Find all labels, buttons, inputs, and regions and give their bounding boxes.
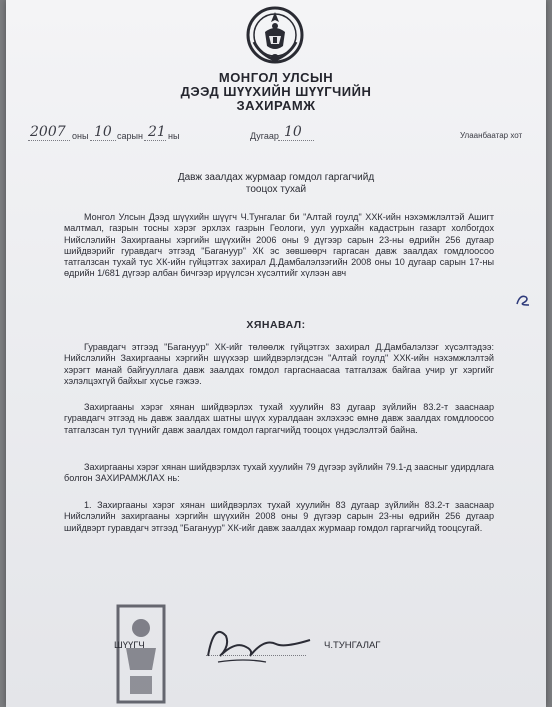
paragraph-4: 1. Захиргааны хэрэг хянан шийдвэрлэх тухай хуулийн 83 дугаар зүйлийн 83.2-т зааснаар Нийслэлийн захиргааны хэргийн шүүхийн 2008 оны 9 дүгээр сарын 23-ны өдрийн 256 дугаар шийдвэрт гуравдагч этгээд "Багануур" ХК-ийг давж заалдах журмаар гомдол гаргагчийд тооцсугай. bbox=[64, 500, 494, 533]
paragraph-1: Гуравдагч этгээд "Багануур" ХК-ийг төлөөлж гүйцэтгэх захирал Д.Дамбалэлзэг хүсэлтэдээ: Нийслэлийн Захиргааны хэргийн шүүхээр шийдвэрлэгдсэн "Алтай гоулд" ХХК-ийн нэхэмжлэлтэй хэрэгт манай байгууллага давж заалдах гомдол гаргаснаасаа татгалзаж байгаа учир уг хэргийг хэлэлцэхгүй байхыг хүсье гэжээ. bbox=[64, 342, 494, 386]
stamp-emblem-icon bbox=[96, 600, 186, 707]
number-label: Дугаар bbox=[250, 131, 279, 141]
section-heading: ХЯНАВАЛ: bbox=[246, 319, 306, 331]
document-page bbox=[6, 0, 546, 707]
document-title-line-2: тооцох тухай bbox=[245, 184, 307, 195]
date-year-label: оны bbox=[72, 131, 89, 141]
header-line-3: ЗАХИРАМЖ bbox=[236, 98, 316, 113]
date-month: 10 bbox=[94, 124, 112, 140]
date-year: 2007 bbox=[30, 124, 66, 140]
date-month-label: сарын bbox=[117, 131, 143, 141]
number-value: 10 bbox=[284, 124, 302, 140]
handwritten-signature-icon bbox=[204, 612, 314, 672]
paragraph-3: Захиргааны хэрэг хянан шийдвэрлэх тухай хуулийн 79 дүгээр зүйлийн 79.1-д заасныг удирдлага болгон ЗАХИРАМЖЛАХ нь: bbox=[64, 462, 494, 484]
margin-mark-icon bbox=[514, 292, 532, 308]
intro-paragraph: Монгол Улсын Дээд шүүхийн шүүгч Ч.Тунгалаг би "Алтай гоулд" ХХК-ийн нэхэмжлэлтэй Ашигт малтмал, газрын тосны хэрэг эрхлэх газрын Геологи, уул уурхайн кадастрын газарт холбогдох Нийслэлийн Захиргааны хэргийн шүүхийн 2006 оны 9 дүгээр сарын 23-ны өдрийн 256 дугаар шийдвэрийг гуравдагч этгээд "Багануур" ХК эс зөвшөөрч гаргасан давж заалдах гомдлоосоо татгалзсан тухай тус ХК-ийн гүйцэтгэх захирал Д.Дамбалэлзэгийн 2008 оны 10 дугаар сарын 17-ны өдрийн 1/681 дүгээр албан бичгээр ирүүлсэн хүсэлтийг хүлээн авч bbox=[64, 212, 494, 279]
signatory-role: ШҮҮГЧ bbox=[114, 640, 145, 651]
date-day-underline bbox=[144, 140, 166, 141]
header-line-2: ДЭЭД ШҮҮХИЙН ШҮҮГЧИЙН bbox=[180, 84, 372, 99]
number-underline bbox=[278, 140, 314, 141]
document-title-line-1: Давж заалдах журмаар гомдол гаргагчийд bbox=[177, 172, 375, 183]
date-day: 21 bbox=[148, 124, 166, 140]
state-emblem-icon bbox=[246, 2, 304, 68]
date-month-underline bbox=[90, 140, 116, 141]
date-day-label: ны bbox=[168, 131, 180, 141]
signatory-name: Ч.ТУНГАЛАГ bbox=[324, 640, 381, 651]
paragraph-2: Захиргааны хэрэг хянан шийдвэрлэх тухай хуулийн 83 дугаар зүйлийн 83.2-т зааснаар гуравдагч этгээд нь давж заалдах шатны шүүх хуралдаан эхлэхээс өмнө давж заалдах гомдлоосоо татгалзсан тул түүнийг давж заалдах гомдол гаргагчийд тооцох үндэслэлтэй байна. bbox=[64, 402, 494, 435]
city-label: Улаанбаатар хот bbox=[460, 131, 523, 140]
signature-underline bbox=[206, 655, 306, 656]
date-year-underline bbox=[28, 140, 70, 141]
header-line-1: МОНГОЛ УЛСЫН bbox=[218, 70, 334, 85]
